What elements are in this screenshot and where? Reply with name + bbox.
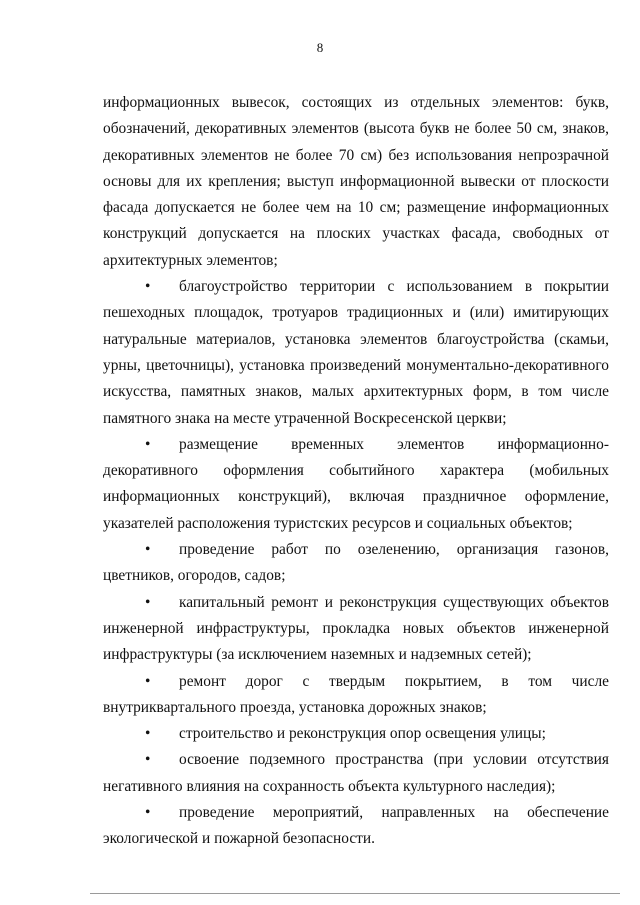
scan-edge-rule xyxy=(90,893,620,895)
bullet-icon: • xyxy=(145,435,151,453)
bullet-icon: • xyxy=(145,751,151,769)
document-body xyxy=(103,90,609,853)
bullet-text: строительство и реконструкция опор освещения улицы; xyxy=(179,725,546,743)
bullet-icon: • xyxy=(145,804,151,822)
bullet-icon: • xyxy=(145,278,151,296)
intro-paragraph: информационных вывесок, состоящих из отдельных элементов: букв, обозначений, декоративных элементов (высота букв не более 50 см, знаков, декоративных элементов не более 70 см) без использования непрозрачной основы для их крепления; выступ информационной вывески от плоскости фасада допускается не более чем на 10 см; размещение информационных конструкций допускается на плоских участках фасада, свободных от архитектурных элементов; xyxy=(103,94,609,269)
page-number: 8 xyxy=(316,40,324,55)
bullet-item xyxy=(103,669,609,722)
bullet-icon: • xyxy=(145,541,151,559)
bullet-item xyxy=(103,432,609,537)
bullet-text: размещение временных элементов информационно-декоративного оформления событийного характера (мобильных информационных конструкций), включая праздничное оформление, указателей расположения туристских ресурсов и социальных объектов; xyxy=(103,435,609,532)
bullet-text: капитальный ремонт и реконструкция существующих объектов инженерной инфраструктуры, прокладка новых объектов инженерной инфраструктуры (за исключением наземных и надземных сетей); xyxy=(103,593,609,664)
bullet-item xyxy=(103,747,609,800)
bullet-item xyxy=(103,537,609,590)
bullet-icon: • xyxy=(145,593,151,611)
bullet-icon: • xyxy=(145,725,151,743)
bullet-text: проведение работ по озеленению, организация газонов, цветников, огородов, садов; xyxy=(103,541,609,585)
bullet-item xyxy=(103,721,609,747)
bullet-item xyxy=(103,274,609,432)
bullet-item xyxy=(103,800,609,853)
bullet-text: проведение мероприятий, направленных на обеспечение экологической и пожарной безопасности. xyxy=(103,804,609,848)
bullet-icon: • xyxy=(145,672,151,690)
bullet-text: благоустройство территории с использованием в покрытии пешеходных площадок, тротуаров традиционных и (или) имитирующих натуральные материалов, установка элементов благоустройства (скамьи, урны, цветочницы), установка произведений монументально-декоративного искусства, памятных знаков, малых архитектурных форм, в том числе памятного знака на месте утраченной Воскресенской церкви; xyxy=(103,278,609,427)
bullet-text: освоение подземного пространства (при условии отсутствия негативного влияния на сохранность объекта культурного наследия); xyxy=(103,751,609,795)
bullet-text: ремонт дорог с твердым покрытием, в том числе внутриквартального проезда, установка дорожных знаков; xyxy=(103,672,609,716)
bullet-item xyxy=(103,590,609,669)
